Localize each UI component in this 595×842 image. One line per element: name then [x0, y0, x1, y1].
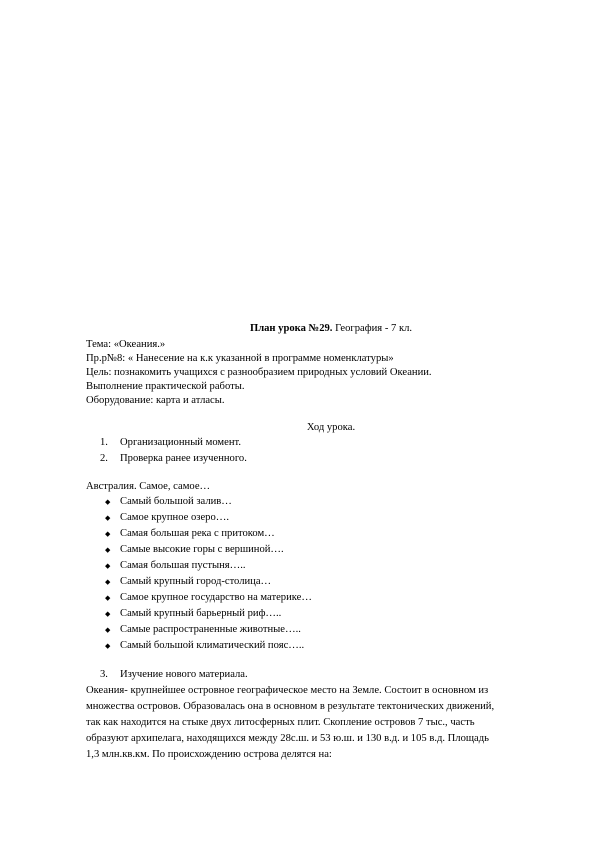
bullet-icon: ◆ [105, 514, 111, 522]
list-item [86, 451, 556, 467]
steps-list [86, 435, 556, 467]
bullet-text: Самые высокие горы с вершиной…. [120, 544, 284, 555]
step-text: Проверка ранее изученного. [120, 453, 247, 464]
bullet-text: Самые распространенные животные….. [120, 624, 301, 635]
paragraph-line: множества островов. Образовалась она в основном в результате тектонических движений, [86, 701, 495, 712]
steps-list-continued [86, 667, 556, 683]
list-item [86, 638, 556, 654]
spacer [86, 654, 556, 667]
goal-line: Цель: познакомить учащихся с разнообразием природных условий Океании. [86, 367, 432, 378]
list-item [86, 590, 556, 606]
list-item [86, 667, 556, 683]
equipment-line: Оборудование: карта и атласы. [86, 395, 225, 406]
bullet-text: Самая большая река с притоком… [120, 528, 275, 539]
bullet-text: Самый большой климатический пояс….. [120, 640, 305, 651]
list-item [86, 435, 556, 451]
list-item [86, 622, 556, 638]
step-text: Организационный момент. [120, 437, 241, 448]
paragraph-line: Океания- крупнейшее островное географическое место на Земле. Состоит в основном из [86, 685, 489, 696]
list-item [86, 542, 556, 558]
bullet-icon: ◆ [105, 546, 111, 554]
spacer [86, 408, 556, 421]
bullet-text: Самое крупное государство на материке… [120, 592, 312, 603]
bullet-text: Самый крупный барьерный риф….. [120, 608, 282, 619]
step-number: 2. [100, 453, 108, 464]
step-number: 3. [100, 669, 108, 680]
questions-list [86, 494, 556, 654]
bullet-icon: ◆ [105, 562, 111, 570]
lesson-course-heading: Ход урока. [306, 422, 356, 433]
oceania-paragraph [86, 683, 556, 763]
topic-line: Тема: «Океания.» [86, 339, 166, 350]
list-item [86, 526, 556, 542]
practical-work-line: Пр.р№8: « Нанесение на к.к указанной в программе номенклатуры» [86, 353, 394, 364]
bullet-text: Самый крупный город-столица… [120, 576, 272, 587]
bullet-icon: ◆ [105, 610, 111, 618]
bullet-text: Самое крупное озеро…. [120, 512, 229, 523]
list-item [86, 558, 556, 574]
step-text: Изучение нового материала. [120, 669, 248, 680]
work-line: Выполнение практической работы. [86, 381, 245, 392]
list-item [86, 494, 556, 510]
list-item [86, 574, 556, 590]
bullet-icon: ◆ [105, 498, 111, 506]
list-item [86, 606, 556, 622]
bullet-icon: ◆ [105, 626, 111, 634]
paragraph-line: 1,3 млн.кв.км. По происхождению острова делятся на: [86, 749, 332, 760]
step-number: 1. [100, 437, 108, 448]
bullet-icon: ◆ [105, 642, 111, 650]
title-rest: География - 7 кл. [332, 323, 413, 334]
bullet-text: Самый большой залив… [120, 496, 232, 507]
paragraph-line: образуют архипелага, находящихся между 28с.ш. и 53 ю.ш. и 130 в.д. и 105 в.д. Площадь [86, 733, 489, 744]
lesson-plan-content [86, 322, 556, 763]
spacer [86, 467, 556, 480]
australia-intro: Австралия. Самое, самое… [86, 481, 211, 492]
bullet-icon: ◆ [105, 530, 111, 538]
bullet-icon: ◆ [105, 578, 111, 586]
bullet-icon: ◆ [105, 594, 111, 602]
list-item [86, 510, 556, 526]
bullet-text: Самая большая пустыня….. [120, 560, 246, 571]
paragraph-line: так как находится на стыке двух литосферных плит. Скопление островов 7 тыс., часть [86, 717, 475, 728]
page-title [106, 322, 556, 336]
title-bold: План урока №29. [249, 323, 333, 334]
